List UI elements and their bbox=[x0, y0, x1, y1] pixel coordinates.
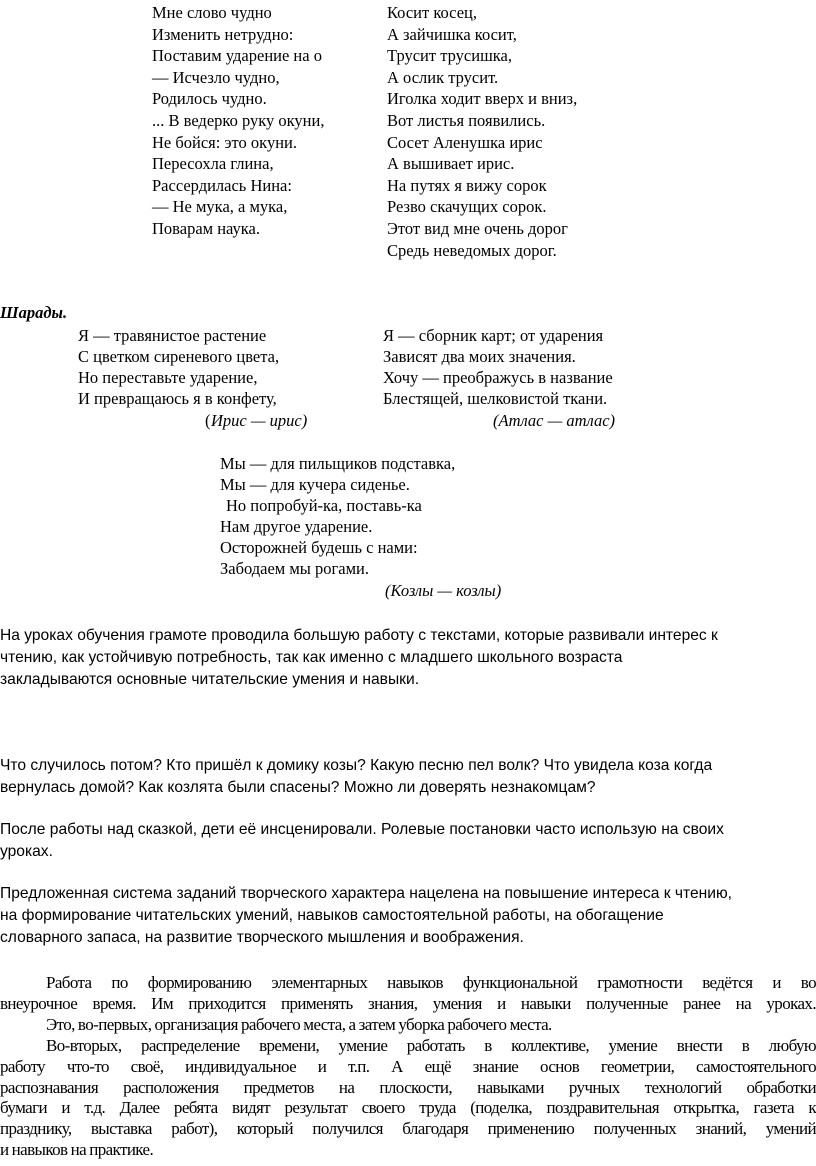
poem-line: Пересохла глина, bbox=[152, 154, 274, 174]
paragraph-line: После работы над сказкой, дети её инсценировали. Ролевые постановки часто использую на своих bbox=[0, 821, 724, 838]
poem-line: Резво скачущих сорок. bbox=[387, 197, 547, 217]
poem-line: Не бойся: это окуни. bbox=[152, 132, 297, 152]
poem-line: Родилось чудно. bbox=[152, 89, 267, 109]
body-text-line: распознавания расположения предметов на плоскости, навыками ручных технологий обработки bbox=[0, 1077, 816, 1097]
poem-line: Изменить нетрудно: bbox=[152, 24, 294, 44]
charade-line: Блестящей, шелковистой ткани. bbox=[383, 389, 608, 408]
body-text-line: Работа по формированию элементарных навыков функциональной грамотности ведётся и во bbox=[46, 973, 816, 992]
poem-line: Иголка ходит вверх и вниз, bbox=[387, 89, 578, 109]
paragraph-line: словарного запаса, на развитие творческого мышления и воображения. bbox=[0, 929, 524, 946]
poem-line: Рассердилась Нина: bbox=[152, 175, 292, 195]
charade-line: Осторожней будешь с нами: bbox=[220, 538, 418, 557]
poem-line: Косит косец, bbox=[387, 3, 477, 22]
charade-line: И превращаюсь я в конфету, bbox=[78, 389, 277, 408]
poem-line: Поварам наука. bbox=[152, 219, 260, 238]
paragraph-line: чтению, как устойчивую потребность, так как именно с младшего школьного возраста bbox=[0, 649, 623, 666]
poem-line: ... В ведерко руку окуни, bbox=[152, 111, 325, 130]
poem-line: На путях я вижу сорок bbox=[387, 175, 547, 195]
charade-line: Забодаем мы рогами. bbox=[220, 559, 370, 578]
poem-line: Мне слово чудно bbox=[152, 3, 272, 22]
paragraph-line: на формирование читательских умений, навыков самостоятельной работы, на обогащение bbox=[0, 907, 664, 924]
poem-line: — Не мука, а мука, bbox=[152, 197, 288, 217]
charade-answer: (Атлас — атлас) bbox=[493, 411, 616, 430]
charade-line: Мы — для пильщиков подставка, bbox=[220, 454, 456, 473]
charade-line: Я — сборник карт; от ударения bbox=[383, 326, 604, 345]
paragraph-line: уроках. bbox=[0, 843, 53, 860]
poem-line: Вот листья появились. bbox=[387, 111, 546, 130]
body-text-line: Это, во-первых, организация рабочего места, а затем уборка рабочего места. bbox=[46, 1014, 552, 1034]
body-text-line: Во-вторых, распределение времени, умение работать в коллективе, умение внести в любую bbox=[46, 1035, 816, 1055]
charade-answer: (Козлы — козлы) bbox=[385, 581, 502, 600]
section-heading: Шарады. bbox=[0, 303, 68, 322]
poem-line: Сосет Аленушка ирис bbox=[387, 132, 543, 152]
charade-line: С цветком сиреневого цвета, bbox=[78, 347, 280, 366]
charade-line: Но переставьте ударение, bbox=[78, 368, 258, 387]
charade-line: Но попробуй-ка, поставь-ка bbox=[226, 496, 422, 515]
poem-line: Трусит трусишка, bbox=[387, 46, 512, 66]
body-text-line: бумаги и т.д. Далее ребята видят результат своего труда (поделка, поздравительная открытка, газета к bbox=[0, 1098, 816, 1118]
charade-line: Зависят два моих значения. bbox=[383, 347, 576, 366]
paragraph-line: закладываются основные читательские умения и навыки. bbox=[0, 671, 420, 688]
poem-line: А вышивает ирис. bbox=[387, 154, 515, 174]
paragraph-line: Что случилось потом? Кто пришёл к домику козы? Какую песню пел волк? Что увидела коза когда bbox=[0, 757, 713, 774]
charade-answer-paren: ( bbox=[205, 411, 211, 430]
body-text-line: работу что-то своё, индивидуальное и т.п. А ещё знание основ геометрии, самостоятельного bbox=[0, 1056, 816, 1076]
poem-line: А ослик трусит. bbox=[387, 67, 499, 87]
poem-line: Средь неведомых дорог. bbox=[387, 240, 557, 260]
paragraph-line: На уроках обучения грамоте проводила большую работу с текстами, которые развивали интерес к bbox=[0, 627, 718, 644]
poem-line: — Исчезло чудно, bbox=[152, 67, 280, 87]
body-text-line: и навыков на практике. bbox=[0, 1140, 154, 1160]
paragraph-line: Предложенная система заданий творческого характера нацелена на повышение интереса к чтению, bbox=[0, 885, 732, 902]
charade-answer: Ирис — ирис) bbox=[211, 411, 308, 430]
body-text-line: празднику, выставка работ), который получился благодаря применению полученных знаний, умений bbox=[0, 1119, 816, 1139]
body-text-line: внеурочное время. Им приходится применять знания, умения и навыки полученные ранее на уроках. bbox=[0, 993, 816, 1013]
poem-line: Поставим ударение на о bbox=[152, 46, 322, 66]
charade-line: Хочу — преображусь в название bbox=[383, 368, 613, 387]
charade-line: Нам другое ударение. bbox=[220, 517, 373, 536]
charade-line: Я — травянистое растение bbox=[78, 326, 267, 345]
poem-line: Этот вид мне очень дорог bbox=[387, 219, 568, 238]
paragraph-line: вернулась домой? Как козлята были спасены? Можно ли доверять незнакомцам? bbox=[0, 779, 596, 796]
charade-line: Мы — для кучера сиденье. bbox=[220, 475, 410, 494]
poem-line: А зайчишка косит, bbox=[387, 24, 517, 44]
